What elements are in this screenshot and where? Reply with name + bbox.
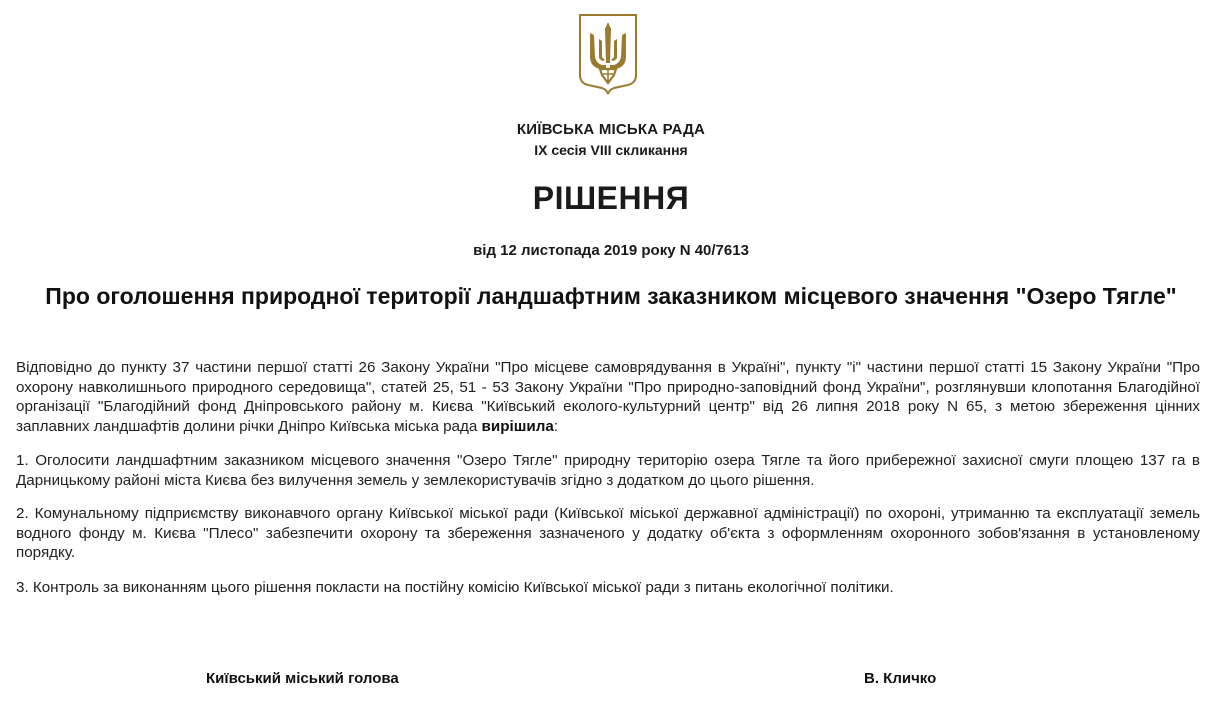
decision-item-1: 1. Оголосити ландшафтним заказником місцевого значення "Озеро Тягле" природну територію озера Тягле та його прибережної захисної смуги площею 137 га в Дарницькому районі міста Києва без вилучення земель у землекористувачів згідно з додатком до цього рішення.	[16, 452, 1200, 489]
signatory-title: Київський міський голова	[206, 670, 399, 687]
trident-coat-of-arms-icon	[578, 13, 638, 95]
document-date-number: від 12 листопада 2019 року N 40/7613	[473, 242, 749, 259]
decision-item-2: 2. Комунальному підприємству виконавчого органу Київської міської ради (Київської міської державної адміністрації) по охороні, утриманню та експлуатації земель водного фонду м. Києва "Плесо" забезпечити охорону та збереження зазначеного у додатку об'єкта з оформленням охоронного зобов'язання в установленому порядку.	[16, 505, 1200, 561]
decision-item-3: 3. Контроль за виконанням цього рішення покласти на постійну комісію Київської міської ради з питань екологічної політики.	[16, 579, 894, 596]
signatory-name: В. Кличко	[864, 670, 937, 687]
session-label: IX сесія VIII скликання	[534, 142, 688, 158]
preamble-decided: вирішила	[481, 417, 554, 435]
council-name: КИЇВСЬКА МІСЬКА РАДА	[516, 121, 706, 138]
document-title: Про оголошення природної території ландшафтним заказником місцевого значення "Озеро Тягле"	[45, 283, 1177, 309]
preamble-paragraph	[16, 358, 1200, 436]
document-type-heading: РІШЕННЯ	[532, 180, 690, 216]
preamble-end: :	[553, 417, 559, 435]
preamble-text: Відповідно до пункту 37 частини першої статті 26 Закону України "Про місцеве самоврядування в Україні", пункту "і" частини першої статті 15 Закону України "Про охорону навколишнього природного середовища", статей 25, 51 - 53 Закону України "Про природно-заповідний фонд України", розглянувши клопотання Благодійної організації "Благодійний фонд Дніпровського району м. Києва "Київський еколого-культурний центр" від 26 липня 2018 року N 65, з метою збереження цінних заплавних ландшафтів долини річки Дніпро Київська міська рада	[16, 359, 1200, 435]
